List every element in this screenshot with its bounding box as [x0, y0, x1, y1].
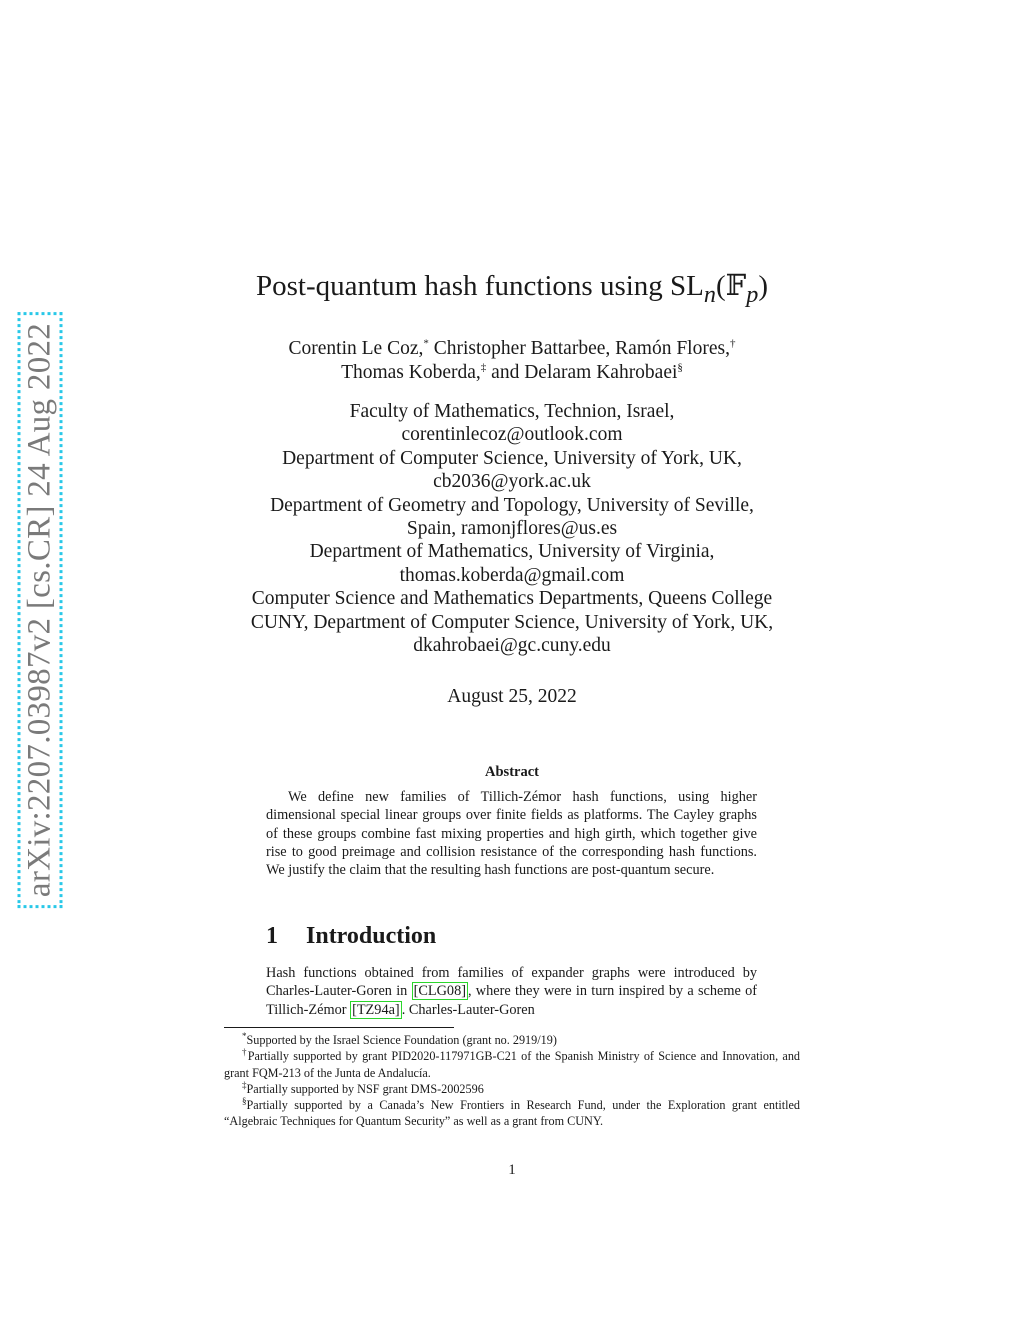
affiliation-line: Department of Computer Science, University of York, UK,: [282, 447, 742, 469]
footnote-mark[interactable]: §: [677, 361, 683, 374]
affiliation-line: CUNY, Department of Computer Science, University of York, UK,: [250, 611, 774, 633]
intro-text: . Charles-Lauter-Goren: [401, 1001, 535, 1018]
intro-text: , where they were in turn inspired by a scheme of Tillich-Zémor: [266, 983, 757, 1018]
footnote: [224, 1081, 800, 1097]
affiliation-line: Department of Mathematics, University of Virginia,: [309, 541, 715, 563]
section-title: Introduction: [306, 923, 437, 949]
footnote-text: Partially supported by grant PID2020-117971GB-C21 of the Spanish Ministry of Science and Innovation, and grant FQM-213 of the Junta de Andalucía.: [224, 1049, 801, 1080]
title-prefix: Post-quantum hash functions using SL: [256, 270, 704, 302]
page-number: 1: [508, 1162, 516, 1178]
intro-text: Hash functions obtained from families of expander graphs were introduced by Charles-Lauter-Goren in: [266, 965, 757, 1000]
footnote-mark[interactable]: ‡: [480, 361, 487, 374]
author-line-1: [0, 337, 1024, 361]
affiliation-line: Faculty of Mathematics, Technion, Israel,: [349, 401, 675, 422]
email-address[interactable]: cb2036@york.ac.uk: [433, 471, 591, 493]
footnote-text: Supported by the Israel Science Foundation (grant no. 2919/19): [246, 1033, 557, 1047]
footnote: [224, 1097, 800, 1130]
footnote-mark: †: [242, 1047, 248, 1058]
footnote-text: Partially supported by NSF grant DMS-2002596: [246, 1081, 484, 1096]
email-address[interactable]: dkahrobaei@gc.cuny.edu: [413, 635, 611, 657]
title-field-close: ): [758, 270, 768, 302]
footnote-mark[interactable]: †: [729, 337, 736, 350]
abstract-heading: Abstract: [485, 764, 539, 780]
section-number: 1: [266, 923, 278, 949]
citation-link-clg08[interactable]: [CLG08]: [413, 983, 466, 1000]
footnote-text: Partially supported by a Canada’s New Frontiers in Research Fund, under the Exploration grant entitled “Algebraic Techniques for Quantum Security” as well as a grant from CUNY.: [224, 1098, 800, 1129]
title-field-open: (𝔽: [715, 270, 747, 302]
email-address[interactable]: corentinlecoz@outlook.com: [401, 424, 623, 446]
affiliations: [0, 400, 1024, 657]
paper-date: August 25, 2022: [447, 686, 577, 707]
author-name: Christopher Battarbee, Ramón Flores,: [428, 338, 730, 359]
author-name: Corentin Le Coz,: [288, 338, 424, 359]
author-name: and Delaram Kahrobaei: [486, 362, 678, 383]
citation-link-tz94a[interactable]: [TZ94a]: [352, 1001, 400, 1018]
footnotes: [224, 1032, 800, 1130]
affiliation-line: Department of Geometry and Topology, University of Seville,: [270, 494, 754, 516]
author-name: Thomas Koberda,: [341, 362, 481, 383]
footnote-mark: ‡: [242, 1079, 247, 1090]
arxiv-identifier-stamp: arXiv:2207.03987v2 [cs.CR] 24 Aug 2022: [18, 312, 63, 908]
footnote: [224, 1032, 800, 1048]
section-heading: [266, 923, 436, 950]
footnote-mark: §: [242, 1096, 247, 1107]
title-subscript-n: n: [703, 280, 716, 308]
author-line-2: [0, 361, 1024, 385]
email-address[interactable]: thomas.koberda@gmail.com: [399, 564, 625, 586]
affiliation-line: Computer Science and Mathematics Departments, Queens College: [251, 588, 773, 610]
title-subscript-p: p: [746, 280, 759, 308]
introduction-paragraph: [266, 964, 757, 1019]
paper-title: [0, 268, 1024, 309]
author-list: [0, 337, 1024, 385]
footnote-mark[interactable]: *: [423, 337, 429, 350]
footnote-rule: [224, 1027, 454, 1028]
affiliation-line-with-email[interactable]: Spain, ramonjflores@us.es: [406, 518, 618, 540]
footnote: [224, 1048, 800, 1081]
footnote-mark: *: [242, 1030, 247, 1041]
abstract-body: We define new families of Tillich-Zémor hash functions, using higher dimensional special linear groups over finite fields as platforms. The Cayley graphs of these groups combine fast mixing properties and high girth, which together give rise to good preimage and collision resistance of the corresponding hash functions. We justify the claim that the resulting hash functions are post-quantum secure.: [266, 789, 757, 879]
